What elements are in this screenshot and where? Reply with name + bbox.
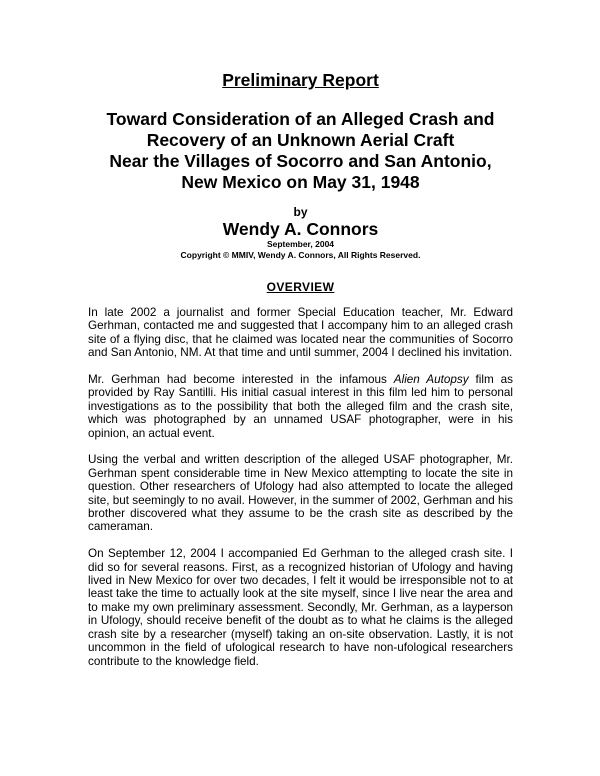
paragraph-2-italic-film-title: Alien Autopsy <box>393 373 469 387</box>
report-label: Preliminary Report <box>222 70 379 90</box>
paragraph-1: In late 2002 a journalist and former Special Education teacher, Mr. Edward Gerhman, contacted me and suggested that I accompany him to an alleged crash site of a flying disc, that he claimed was located near the communities of Socorro and San Antonio, NM. At that time and until summer, 2004 I declined his invitation. <box>88 306 513 360</box>
title-line-1: Toward Consideration of an Alleged Crash and <box>106 109 495 129</box>
paragraph-2 <box>88 373 513 440</box>
title-line-2: Recovery of an Unknown Aerial Craft <box>146 130 455 150</box>
document-title <box>88 109 513 193</box>
title-line-4: New Mexico on May 31, 1948 <box>181 172 420 192</box>
paragraph-3: Using the verbal and written description of the alleged USAF photographer, Mr. Gerhman spent considerable time in New Mexico attempting to locate the site in question. Other researchers of Ufology had also attempted to locate the alleged site, but seemingly to no avail. However, in the summer of 2002, Gerhman and his brother discovered what they assume to be the crash site as described by the cameraman. <box>88 453 513 534</box>
section-heading-overview: OVERVIEW <box>266 280 335 294</box>
publication-date: September, 2004 <box>266 239 335 249</box>
author-name: Wendy A. Connors <box>222 219 379 239</box>
copyright-notice: Copyright © MMIV, Wendy A. Connors, All Rights Reserved. <box>180 249 421 260</box>
paragraph-2-text-before: Mr. Gerhman had become interested in the infamous <box>88 373 394 387</box>
byline-by: by <box>293 205 308 219</box>
paragraph-2-text-after: film as provided by Ray Santilli. His initial casual interest in this film led him to personal investigations as to the possibility that both the alleged film and the crash site, which was photographed by an unnamed USAF photographer, were in his opinion, an actual event. <box>88 373 513 440</box>
title-line-3: Near the Villages of Socorro and San Antonio, <box>109 151 492 171</box>
paragraph-4: On September 12, 2004 I accompanied Ed Gerhman to the alleged crash site. I did so for several reasons. First, as a recognized historian of Ufology and having lived in New Mexico for over two decades, I felt it would be irresponsible not to at least take the time to actually look at the site myself, since I live near the area and to make my own preliminary assessment. Secondly, Mr. Gerhman, as a layperson in Ufology, should receive benefit of the doubt as to what he claims is the alleged crash site by a researcher (myself) taking an on-site observation. Lastly, it is not uncommon in the field of ufological research to have non-ufological researchers contribute to the knowledge field. <box>88 547 513 668</box>
